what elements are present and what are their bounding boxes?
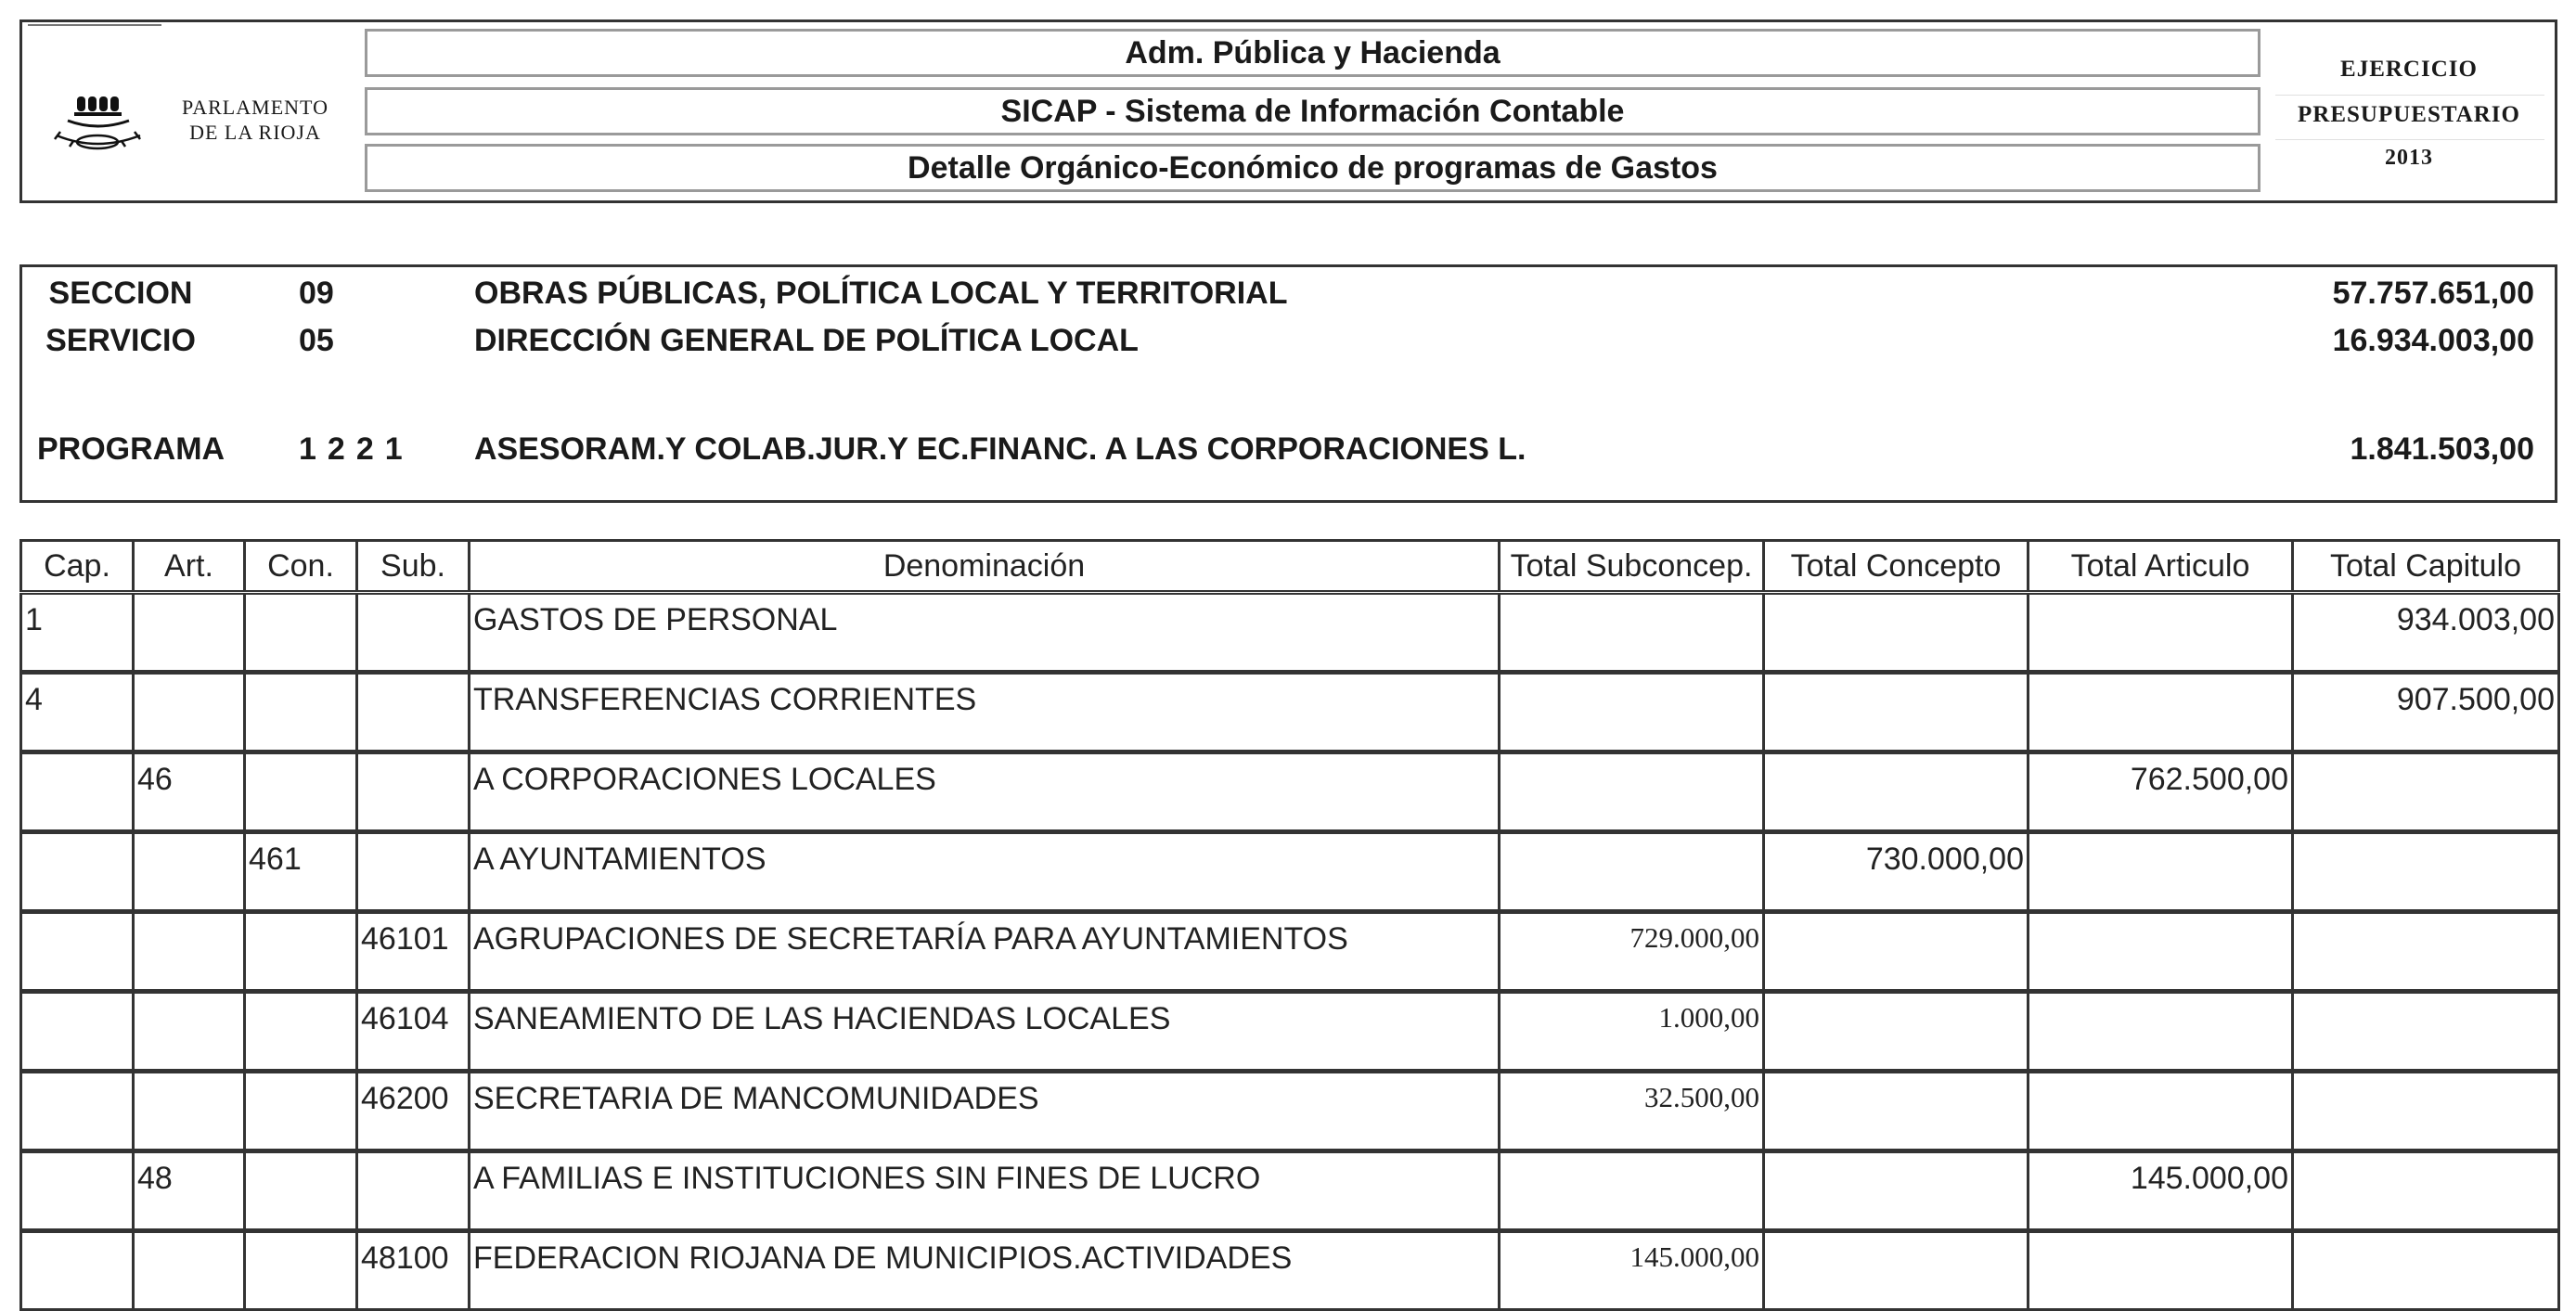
cell-total-articulo	[2029, 1231, 2293, 1310]
cell-total-concepto: 730.000,00	[1764, 832, 2029, 912]
cell-con	[245, 1072, 357, 1151]
cell-total-capitulo	[2293, 912, 2559, 992]
cell-con	[245, 752, 357, 832]
cell-art: 46	[134, 752, 245, 832]
cell-total-subconcep: 145.000,00	[1500, 1231, 1764, 1310]
cell-total-subconcep	[1500, 593, 1764, 673]
parliament-name-line2: DE LA RIOJA	[189, 121, 321, 144]
col-header-total-subconcep: Total Subconcep.	[1500, 541, 1764, 593]
cell-denominacion: A CORPORACIONES LOCALES	[470, 752, 1500, 832]
cell-total-subconcep	[1500, 752, 1764, 832]
cell-total-articulo	[2029, 912, 2293, 992]
ejercicio-label: EJERCICIO	[2340, 57, 2478, 82]
table-row	[21, 593, 2559, 673]
cell-total-concepto	[1764, 1231, 2029, 1310]
cell-total-capitulo	[2293, 1231, 2559, 1310]
cell-total-subconcep	[1500, 1151, 1764, 1231]
seccion-label: SECCION	[48, 276, 193, 311]
ejercicio-year: 2013	[2385, 146, 2433, 170]
cell-art	[134, 593, 245, 673]
servicio-label: SERVICIO	[45, 323, 196, 358]
cell-con	[245, 992, 357, 1072]
cell-total-subconcep	[1500, 832, 1764, 912]
cell-total-subconcep: 1.000,00	[1500, 992, 1764, 1072]
cell-con	[245, 1151, 357, 1231]
ejercicio-divider	[2275, 139, 2544, 140]
table-row	[21, 992, 2559, 1072]
table-row	[21, 673, 2559, 752]
cell-denominacion: A FAMILIAS E INSTITUCIONES SIN FINES DE LUCRO	[470, 1151, 1500, 1231]
cell-sub	[357, 593, 470, 673]
cell-total-subconcep: 729.000,00	[1500, 912, 1764, 992]
cell-total-concepto	[1764, 752, 2029, 832]
cell-total-concepto	[1764, 673, 2029, 752]
cell-cap	[21, 1072, 134, 1151]
cell-sub: 48100	[357, 1231, 470, 1310]
cell-cap	[21, 1231, 134, 1310]
cell-total-articulo	[2029, 593, 2293, 673]
cell-total-subconcep	[1500, 673, 1764, 752]
cell-art	[134, 992, 245, 1072]
table-row	[21, 1151, 2559, 1231]
cell-sub: 46104	[357, 992, 470, 1072]
cell-art	[134, 1231, 245, 1310]
cell-denominacion: A AYUNTAMIENTOS	[470, 832, 1500, 912]
col-header-cap: Cap.	[21, 541, 134, 593]
programa-label: PROGRAMA	[37, 431, 225, 467]
title-department: Adm. Pública y Hacienda	[365, 29, 2260, 77]
table-header-row	[21, 541, 2559, 593]
cell-total-capitulo: 934.003,00	[2293, 593, 2559, 673]
corner-rule	[28, 24, 161, 26]
cell-total-subconcep: 32.500,00	[1500, 1072, 1764, 1151]
col-header-art: Art.	[134, 541, 245, 593]
cell-con	[245, 912, 357, 992]
cell-art: 48	[134, 1151, 245, 1231]
cell-denominacion: FEDERACION RIOJANA DE MUNICIPIOS.ACTIVIDADES	[470, 1231, 1500, 1310]
cell-total-concepto	[1764, 1072, 2029, 1151]
cell-cap: 1	[21, 593, 134, 673]
parliament-name-line1: PARLAMENTO	[182, 96, 328, 119]
cell-sub: 46200	[357, 1072, 470, 1151]
table-row	[21, 912, 2559, 992]
col-header-denominacion: Denominación	[470, 541, 1500, 593]
cell-total-articulo	[2029, 992, 2293, 1072]
cell-con: 461	[245, 832, 357, 912]
cell-sub	[357, 752, 470, 832]
cell-total-capitulo	[2293, 752, 2559, 832]
cell-art	[134, 912, 245, 992]
cell-denominacion: GASTOS DE PERSONAL	[470, 593, 1500, 673]
cell-art	[134, 1072, 245, 1151]
ejercicio-divider	[2275, 95, 2544, 96]
seccion-amount: 57.757.651,00	[2332, 276, 2534, 311]
cell-total-concepto	[1764, 912, 2029, 992]
cell-total-articulo	[2029, 1072, 2293, 1151]
cell-cap	[21, 832, 134, 912]
seccion-name: OBRAS PÚBLICAS, POLÍTICA LOCAL Y TERRITORIAL	[474, 276, 1288, 311]
seccion-code: 09	[299, 276, 334, 311]
cell-total-capitulo	[2293, 1151, 2559, 1231]
cell-art	[134, 832, 245, 912]
cell-denominacion: TRANSFERENCIAS CORRIENTES	[470, 673, 1500, 752]
cell-con	[245, 593, 357, 673]
cell-total-capitulo	[2293, 832, 2559, 912]
cell-sub	[357, 832, 470, 912]
programa-amount: 1.841.503,00	[2350, 431, 2534, 467]
servicio-amount: 16.934.003,00	[2332, 323, 2534, 358]
col-header-total-concepto: Total Concepto	[1764, 541, 2029, 593]
cell-cap	[21, 752, 134, 832]
programa-code: 1221	[299, 431, 414, 467]
cell-denominacion: AGRUPACIONES DE SECRETARÍA PARA AYUNTAMIENTOS	[470, 912, 1500, 992]
cell-total-concepto	[1764, 1151, 2029, 1231]
cell-total-articulo: 145.000,00	[2029, 1151, 2293, 1231]
cell-total-capitulo	[2293, 992, 2559, 1072]
table-row	[21, 1231, 2559, 1310]
cell-sub: 46101	[357, 912, 470, 992]
col-header-sub: Sub.	[357, 541, 470, 593]
cell-total-capitulo	[2293, 1072, 2559, 1151]
cell-cap	[21, 992, 134, 1072]
cell-con	[245, 1231, 357, 1310]
table-row	[21, 1072, 2559, 1151]
cell-denominacion: SECRETARIA DE MANCOMUNIDADES	[470, 1072, 1500, 1151]
col-header-total-articulo: Total Articulo	[2029, 541, 2293, 593]
cell-total-articulo	[2029, 673, 2293, 752]
cell-total-articulo: 762.500,00	[2029, 752, 2293, 832]
cell-total-concepto	[1764, 593, 2029, 673]
title-report: Detalle Orgánico-Económico de programas de Gastos	[365, 144, 2260, 192]
col-header-con: Con.	[245, 541, 357, 593]
cell-con	[245, 673, 357, 752]
budget-detail-table	[19, 539, 2560, 1311]
cell-sub	[357, 673, 470, 752]
cell-total-capitulo: 907.500,00	[2293, 673, 2559, 752]
cell-cap	[21, 1151, 134, 1231]
table-row	[21, 832, 2559, 912]
programa-name: ASESORAM.Y COLAB.JUR.Y EC.FINANC. A LAS CORPORACIONES L.	[474, 431, 1526, 467]
cell-denominacion: SANEAMIENTO DE LAS HACIENDAS LOCALES	[470, 992, 1500, 1072]
cell-art	[134, 673, 245, 752]
cell-total-articulo	[2029, 832, 2293, 912]
cell-cap	[21, 912, 134, 992]
cell-cap: 4	[21, 673, 134, 752]
parliament-logo-icon	[51, 91, 162, 161]
cell-total-concepto	[1764, 992, 2029, 1072]
col-header-total-capitulo: Total Capitulo	[2293, 541, 2559, 593]
title-system: SICAP - Sistema de Información Contable	[365, 87, 2260, 135]
presupuestario-label: PRESUPUESTARIO	[2298, 102, 2520, 127]
servicio-name: DIRECCIÓN GENERAL DE POLÍTICA LOCAL	[474, 323, 1139, 358]
cell-sub	[357, 1151, 470, 1231]
servicio-code: 05	[299, 323, 334, 358]
table-row	[21, 752, 2559, 832]
